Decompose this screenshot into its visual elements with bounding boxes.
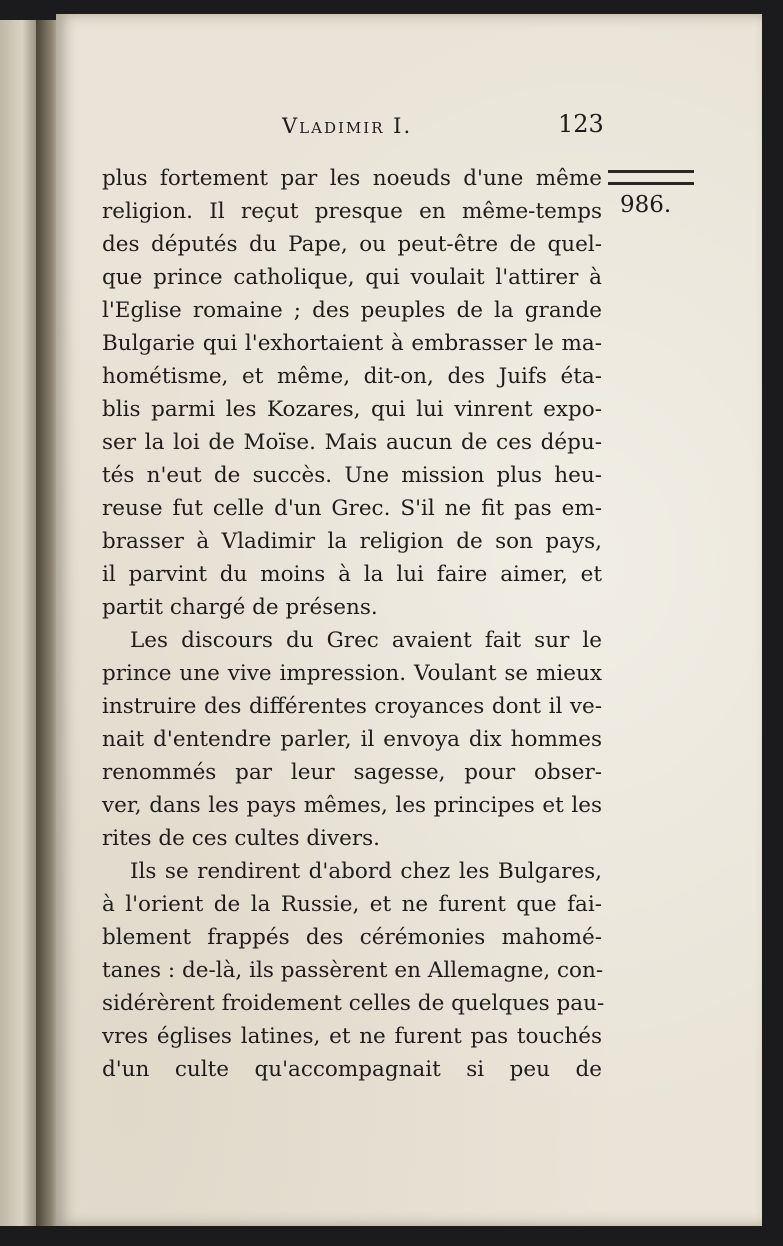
text-line: Ils se rendirent d'abord chez les Bulgares, [130,859,602,884]
text-line: vres églises latines, et ne furent pas touchés [102,1024,602,1049]
text-line: partit chargé de présens. [102,595,378,620]
text-line: blis parmi les Kozares, qui lui vinrent expo- [102,397,602,422]
margin-year-note: 986. [620,192,672,218]
text-line: rites de ces cultes divers. [102,826,380,851]
text-line: renommés par leur sagesse, pour obser- [102,760,602,785]
text-line: nait d'entendre parler, il envoya dix hommes [102,727,602,752]
text-line: hométisme, et même, dit-on, des Juifs éta- [102,364,602,389]
text-line: reuse fut celle d'un Grec. S'il ne fit pas em- [102,496,602,521]
text-line: plus fortement par les noeuds d'une même [102,166,602,191]
body-text [102,162,605,1086]
text-line: religion. Il reçut presque en même-temps [102,199,602,224]
text-line: brasser à Vladimir la religion de son pays, [102,529,602,554]
book-page [56,14,762,1226]
text-line: sidérèrent froidement celles de quelques pau- [102,991,605,1016]
text-line: prince une vive impression. Voulant se mieux [102,661,602,686]
text-line: tanes : de-là, ils passèrent en Allemagne, con- [102,958,604,983]
facing-page-edge [0,20,40,1226]
page-number: 123 [558,110,604,138]
text-line: il parvint du moins à la lui faire aimer, et [102,562,602,587]
running-title: Vladimir I. [282,114,413,138]
text-line: blement frappés des cérémonies mahomé- [102,925,602,950]
text-line: ver, dans les pays mêmes, les principes et les [102,793,602,818]
text-line: des députés du Pape, ou peut-être de quel- [102,232,602,257]
text-line: Les discours du Grec avaient fait sur le [130,628,602,653]
text-line: que prince catholique, qui voulait l'attirer à [102,265,602,290]
page-header [56,104,762,144]
text-line: l'Eglise romaine ; des peuples de la grande [102,298,602,323]
text-line: tés n'eut de succès. Une mission plus heu- [102,463,602,488]
text-line: ser la loi de Moïse. Mais aucun de ces dépu- [102,430,602,455]
text-line: Bulgarie qui l'exhortaient à embrasser le ma- [102,331,602,356]
text-line: à l'orient de la Russie, et ne furent que fai- [102,892,602,917]
margin-double-rule [608,170,694,185]
text-line: instruire des différentes croyances dont il ve- [102,694,602,719]
text-line: d'un culte qu'accompagnait si peu de [102,1057,602,1082]
